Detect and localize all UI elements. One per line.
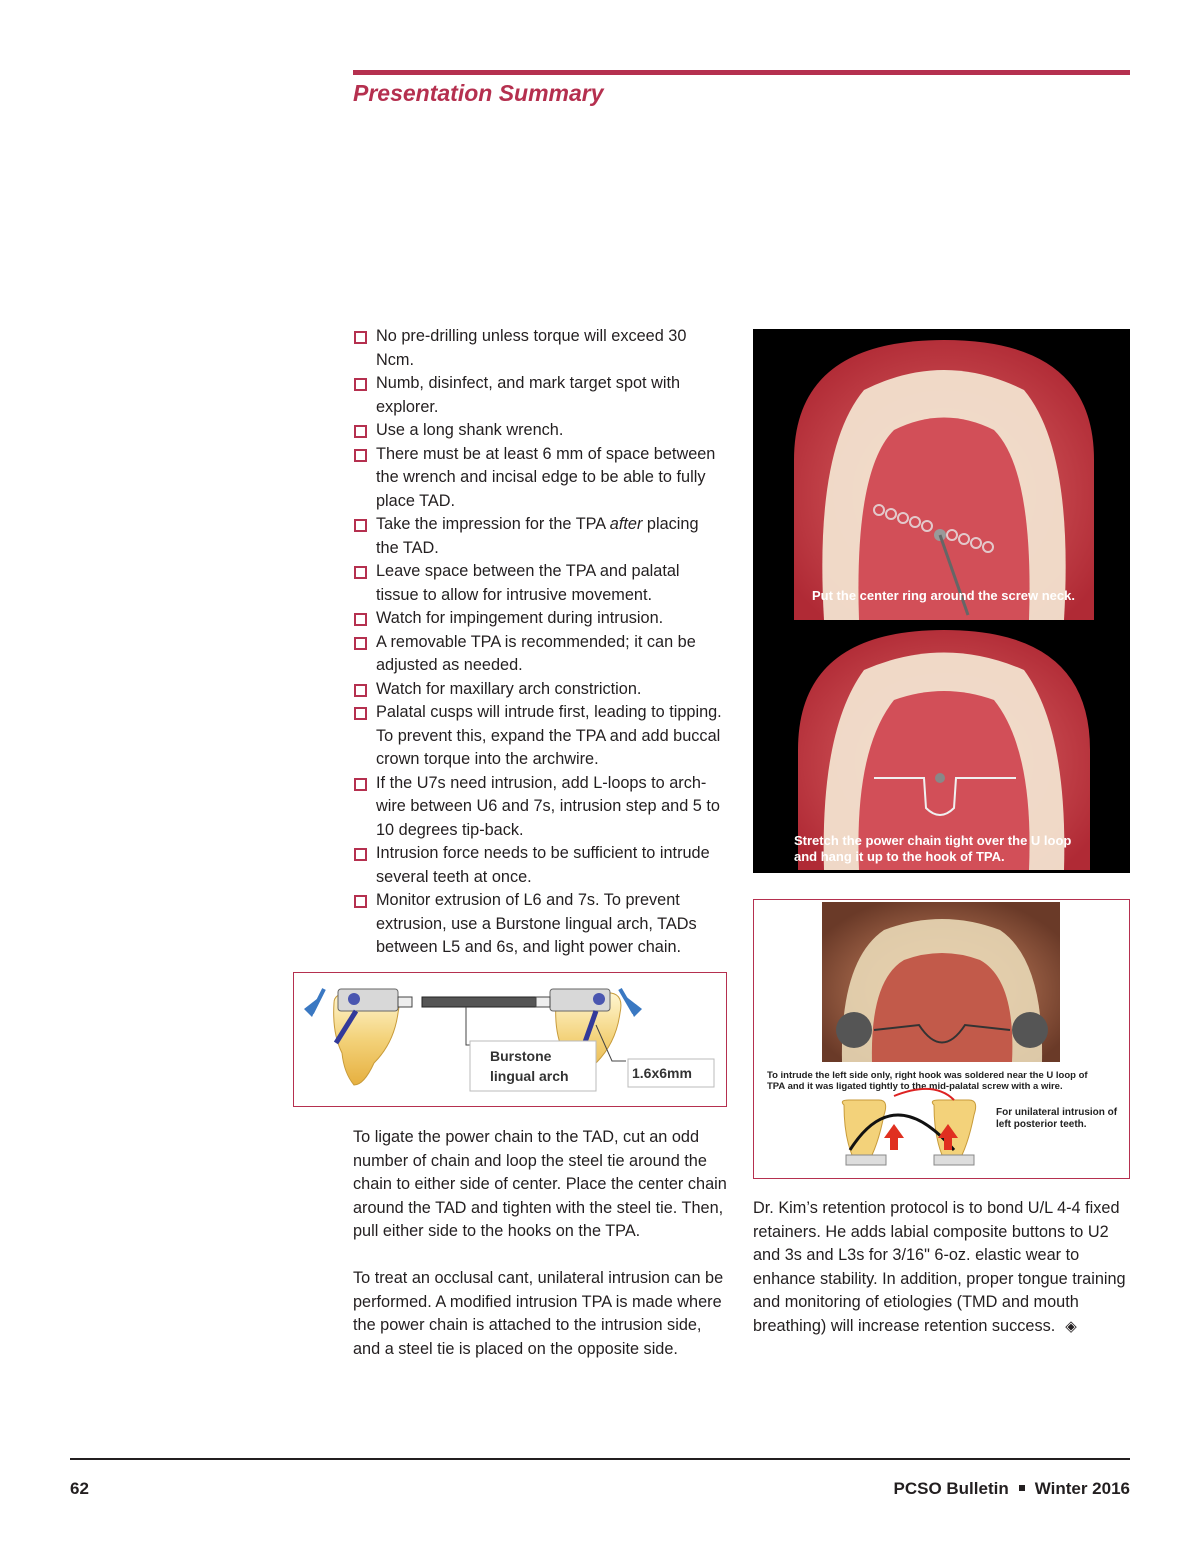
- checkbox-bullet-icon: [354, 331, 367, 344]
- body-paragraph: To treat an occlusal cant, unilateral intrusion can be performed. A modified intrusion TPA is made where the power chain is attached to the intrusion side, and a steel tie is placed on the opposite side.: [353, 1269, 724, 1358]
- list-item: Numb, disinfect, and mark target spot with explorer.: [354, 372, 724, 419]
- end-of-article-icon: ◈: [1065, 1317, 1077, 1335]
- body-paragraph: To ligate the power chain to the TAD, cut an odd number of chain and loop the steel tie around the chain to either side of center. Place the center chain around the TAD and tighten with the steel tie. Then, pull either side to the hooks on the TPA.: [353, 1128, 727, 1240]
- list-item: There must be at least 6 mm of space between the wrench and incisal edge to be able to fully place TAD.: [354, 443, 724, 514]
- checkbox-bullet-icon: [354, 613, 367, 626]
- page-number: 62: [70, 1479, 89, 1498]
- list-item: If the U7s need intrusion, add L-loops to arch-wire between U6 and 7s, intrusion step and 5 to 10 degrees tip-back.: [354, 772, 724, 843]
- checkbox-bullet-icon: [354, 848, 367, 861]
- unilateral-note-2: left posterior teeth.: [996, 1119, 1087, 1130]
- checkbox-bullet-icon: [354, 778, 367, 791]
- header-rule: [353, 70, 1130, 75]
- list-item: Leave space between the TPA and palatal tissue to allow for intrusive movement.: [354, 560, 724, 607]
- list-item: Intrusion force needs to be sufficient to intrude several teeth at once.: [354, 842, 724, 889]
- publication-info: [893, 1479, 1130, 1499]
- unilateral-caption-1: To intrude the left side only, right hook was soldered near the U loop of: [767, 1070, 1088, 1081]
- palate-bottom-caption-1: Stretch the power chain tight over the U loop: [794, 833, 1072, 848]
- checkbox-bullet-icon: [354, 449, 367, 462]
- checkbox-bullet-icon: [354, 425, 367, 438]
- list-item: Watch for impingement during intrusion.: [354, 607, 724, 631]
- procedure-list: [354, 325, 724, 960]
- burstone-label-1: Burstone: [490, 1048, 552, 1064]
- retention-paragraph: Dr. Kim’s retention protocol is to bond U/L 4-4 fixed retainers. He adds labial composite buttons to U2 and 3s and L3s for 3/16" 6-oz. elastic wear to enhance stability. In addition, proper tongue training and monitoring of etiologies (TMD and mouth breathing) will increase retention success. ◈: [753, 1197, 1130, 1338]
- burstone-dimension: 1.6x6mm: [632, 1065, 692, 1081]
- burstone-arch-diagram: [294, 973, 726, 1106]
- separator-icon: [1019, 1485, 1025, 1491]
- list-item: Watch for maxillary arch constriction.: [354, 678, 724, 702]
- palate-photo-panel: [753, 329, 1130, 873]
- list-item: Use a long shank wrench.: [354, 419, 724, 443]
- checkbox-bullet-icon: [354, 566, 367, 579]
- list-item: No pre-drilling unless torque will exceed 30 Ncm.: [354, 325, 724, 372]
- publication-name: PCSO Bulletin: [893, 1479, 1009, 1498]
- unilateral-intrusion-diagram: [754, 900, 1129, 1178]
- list-item: Take the impression for the TPA after placing the TAD.: [354, 513, 724, 560]
- issue-date: Winter 2016: [1034, 1479, 1130, 1498]
- list-item: A removable TPA is recommended; it can be adjusted as needed.: [354, 631, 724, 678]
- checkbox-bullet-icon: [354, 707, 367, 720]
- section-title: Presentation Summary: [353, 80, 604, 106]
- palate-top-caption: Put the center ring around the screw neck.: [812, 588, 1075, 603]
- checkbox-bullet-icon: [354, 519, 367, 532]
- checkbox-bullet-icon: [354, 895, 367, 908]
- checkbox-bullet-icon: [354, 378, 367, 391]
- palate-bottom-caption-2: and hang it up to the hook of TPA.: [794, 849, 1005, 864]
- palate-photos: [754, 330, 1130, 873]
- unilateral-caption-2: TPA and it was ligated tightly to the mid-palatal screw with a wire.: [767, 1081, 1063, 1092]
- burstone-label-2: lingual arch: [490, 1068, 569, 1084]
- checkbox-bullet-icon: [354, 637, 367, 650]
- list-item: Monitor extrusion of L6 and 7s. To prevent extrusion, use a Burstone lingual arch, TADs between L5 and 6s, and light power chain.: [354, 889, 724, 960]
- unilateral-intrusion-figure: [753, 899, 1130, 1179]
- checkbox-bullet-icon: [354, 684, 367, 697]
- unilateral-note-1: For unilateral intrusion of: [996, 1107, 1118, 1118]
- list-item: Palatal cusps will intrude first, leading to tipping. To prevent this, expand the TPA and add buccal crown torque into the archwire.: [354, 701, 724, 772]
- footer-rule: [70, 1458, 1130, 1460]
- burstone-arch-figure: [293, 972, 727, 1107]
